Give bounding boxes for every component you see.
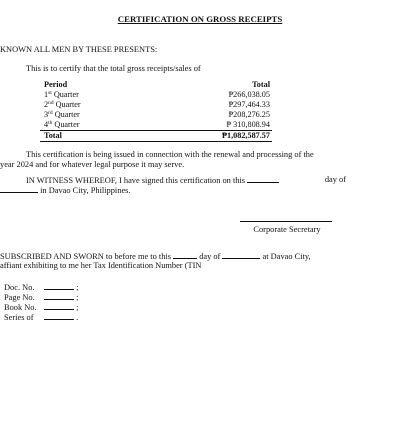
sworn-line-1: SUBSCRIBED AND SWORN to before me to this day of at Davao City, bbox=[0, 252, 311, 261]
purpose-line-2: year 2024 and for whatever legal purpose it may serve. bbox=[0, 160, 185, 169]
day-blank bbox=[247, 175, 279, 183]
intro-text: This is to certify that the total gross receipts/sales of bbox=[26, 64, 201, 73]
purpose-line-1: This certification is being issued in connection with the renewal and processing of the bbox=[26, 150, 314, 159]
sworn-line-2: affiant exhibiting to me her Tax Identification Number (TIN bbox=[0, 261, 202, 270]
total-row bbox=[40, 131, 272, 142]
sworn-day-blank bbox=[173, 251, 197, 259]
gross-receipts-table bbox=[40, 80, 272, 142]
witness-line-1: IN WITNESS WHEREOF, I have signed this certification on this day of bbox=[26, 175, 346, 185]
table-header-row bbox=[40, 80, 272, 90]
table-row bbox=[40, 120, 272, 131]
table-row bbox=[40, 90, 272, 100]
quarter-cell: 3rd Quarter bbox=[44, 110, 80, 119]
table-row bbox=[40, 100, 272, 110]
amount-cell: ₱ 310,808.94 bbox=[226, 120, 270, 129]
table-row bbox=[40, 110, 272, 120]
notarial-row: Book No. ; bbox=[4, 303, 79, 312]
notarial-row: Page No. ; bbox=[4, 293, 79, 302]
quarter-cell: 4th Quarter bbox=[44, 120, 80, 129]
witness-line-2: in Davao City, Philippines. bbox=[0, 185, 131, 196]
amount-cell: ₱208,276.25 bbox=[228, 110, 270, 119]
document-title: CERTIFICATION ON GROSS RECEIPTS bbox=[117, 14, 283, 24]
signatory-title: Corporate Secretary bbox=[253, 225, 321, 234]
period-header: Period bbox=[44, 80, 68, 89]
sworn-month-blank bbox=[222, 251, 260, 259]
quarter-cell: 1st Quarter bbox=[44, 90, 79, 99]
signature-line bbox=[240, 221, 332, 222]
total-amount: ₱1,082,587.57 bbox=[140, 131, 272, 142]
notarial-row: Series of . bbox=[4, 313, 79, 322]
notarial-row: Doc. No. ; bbox=[4, 283, 79, 292]
amount-cell: ₱297,464.33 bbox=[228, 100, 270, 109]
total-label: Total bbox=[40, 131, 140, 142]
salutation: KNOWN ALL MEN BY THESE PRESENTS: bbox=[0, 45, 158, 54]
amount-cell: ₱266,038.05 bbox=[228, 90, 270, 99]
quarter-cell: 2nd Quarter bbox=[44, 100, 81, 109]
notarial-block bbox=[4, 282, 78, 322]
total-header: Total bbox=[252, 80, 270, 89]
month-blank bbox=[0, 185, 38, 193]
